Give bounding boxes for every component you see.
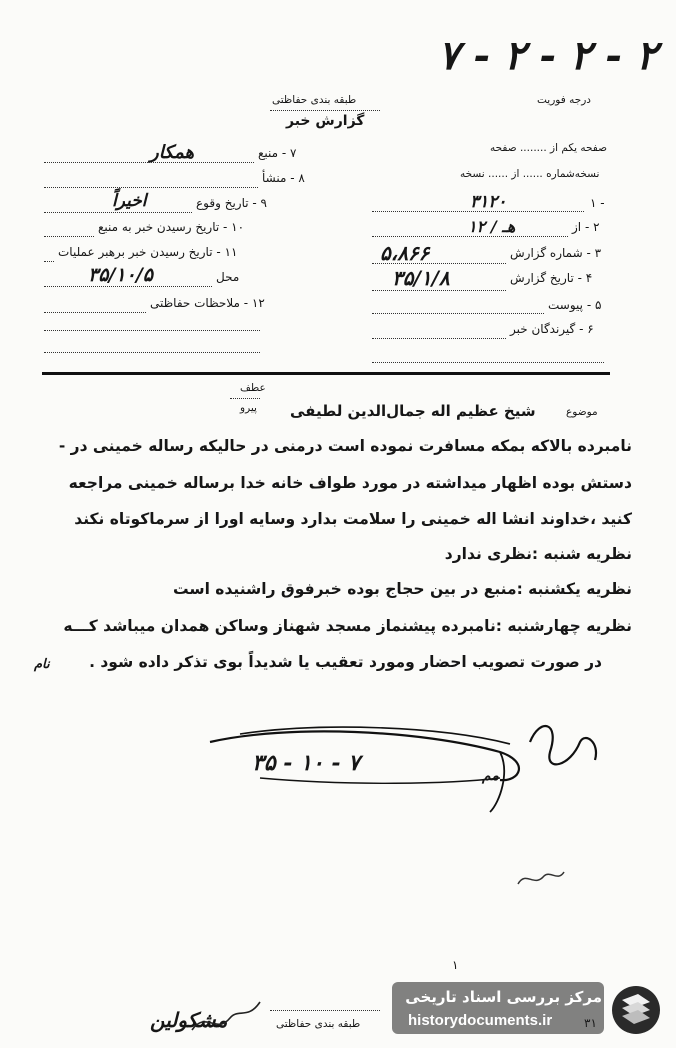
field-7-label: ۷ - منبع: [258, 146, 297, 160]
field-8-label: ۸ - منشأ: [262, 171, 305, 185]
field-11-place: محل: [216, 270, 240, 284]
field-2-value: ۱۲ / هـ: [468, 217, 516, 236]
side-signature: مشکولین: [150, 1008, 228, 1032]
dotted-line: [270, 110, 380, 111]
field-4-line: [372, 290, 506, 291]
body-line-2: دستش بوده اظهار میداشته در مورد طواف خانه خدا برساله خمینی مراجعه: [68, 474, 632, 492]
subject-side-top: عطف: [240, 382, 266, 394]
bottom-dotted-line: [270, 1010, 380, 1011]
field-5-line: [372, 313, 544, 314]
subject-side-line: [230, 398, 260, 399]
priority-label: درجه فوریت: [537, 94, 591, 106]
report-title: گزارش خبر: [286, 113, 365, 129]
subject-side-bottom: پیرو: [240, 402, 257, 414]
field-12-line-3: [44, 352, 260, 353]
field-12-line-2: [44, 330, 260, 331]
field-1-label: ۱ -: [590, 196, 605, 210]
archive-logo-icon: [608, 984, 664, 1036]
field-6-label: ۶ - گیرندگان خبر: [510, 322, 594, 336]
field-7-value: همکار: [150, 142, 195, 163]
separator-rule: [42, 372, 610, 375]
signature-initials: مم: [482, 768, 499, 784]
field-12-line: [44, 312, 146, 313]
subject-text: شیخ عظیم اله جمال‌الدین لطیفی: [290, 402, 536, 420]
field-9-label: ۹ - تاریخ وقوع: [196, 196, 267, 210]
body-line-3: کنید ،خداوند انشا اله خمینی را سلامت بدارد وسایه اورا از سرماکوتاه نکند: [74, 510, 632, 528]
field-3-label: ۳ - شماره گزارش: [510, 246, 602, 260]
field-4-value: ۳۵/۱/۸: [392, 266, 450, 290]
side-signature-scribble: [186, 990, 266, 1040]
body-line-1: نامبرده بالاکه بمکه مسافرت نموده است درمنی در حالیکه رساله خمینی در -: [58, 437, 632, 455]
priority-handwritten: ۷ - ۲ - ۲ - ۲: [438, 32, 658, 79]
field-9-line: [44, 212, 192, 213]
field-11-value: ۳۵/۱۰/۵: [88, 264, 153, 286]
field-9-value: اخیراً: [112, 191, 147, 211]
field-10-line: [44, 236, 94, 237]
classification-bottom: طبقه بندی حفاظتی: [276, 1018, 361, 1030]
field-3-line: [372, 263, 506, 264]
field-4-label: ۴ - تاریخ گزارش: [510, 271, 593, 285]
field-3-value: ۵،۸۶۶: [380, 241, 430, 265]
classification-top: طبقه بندی حفاظتی: [272, 94, 357, 106]
field-6-line: [372, 338, 506, 339]
watermark-title: مرکز بررسی اسناد تاریخی: [405, 988, 602, 1006]
bottom-mark: ۱: [452, 958, 459, 972]
watermark-url: historydocuments.ir: [408, 1012, 553, 1029]
body-line-4: نظریه شنبه :نظری ندارد: [444, 545, 632, 563]
field-11-label: ۱۱ - تاریخ رسیدن خبر برهبر عملیات: [58, 245, 238, 259]
page-count: صفحه یکم از ........ صفحه: [490, 142, 608, 154]
field-1-value: ۳۱۲۰: [470, 192, 507, 212]
field-7-line: [44, 162, 254, 163]
field-2-label: ۲ - از: [572, 220, 600, 234]
field-6-line-2: [372, 362, 604, 363]
field-11-line-2: [44, 286, 212, 287]
field-11-line: [44, 261, 54, 262]
body-line-5: نظریه یکشنبه :منبع در بین حجاج بوده خبرفوق راشنیده است: [172, 580, 632, 598]
signature-date: ۳۵ - ۱۰ - ۷: [252, 750, 360, 776]
field-8-line: [44, 187, 258, 188]
field-1-line: [372, 211, 584, 212]
body-line-6: نظریه چهارشنبه :نامبرده پیشنماز مسجد شهناز وساکن همدان میباشد کـــه: [63, 617, 632, 635]
field-2-line: [372, 236, 568, 237]
small-scribble: [510, 858, 570, 898]
body-tail-note: نام: [34, 657, 50, 672]
field-5-label: ۵ - پیوست: [548, 298, 602, 312]
subject-label: موضوع: [566, 406, 598, 418]
field-12-label: ۱۲ - ملاحظات حفاظتی: [150, 296, 265, 310]
copy-number: نسخه‌شماره ...... از ...... نسخه: [460, 168, 600, 180]
body-line-7: در صورت تصویب احضار ومورد تعقیب یا شدیداً بوی تذکر داده شود .: [89, 653, 602, 671]
field-10-label: ۱۰ - تاریخ رسیدن خبر به منبع: [98, 220, 245, 234]
